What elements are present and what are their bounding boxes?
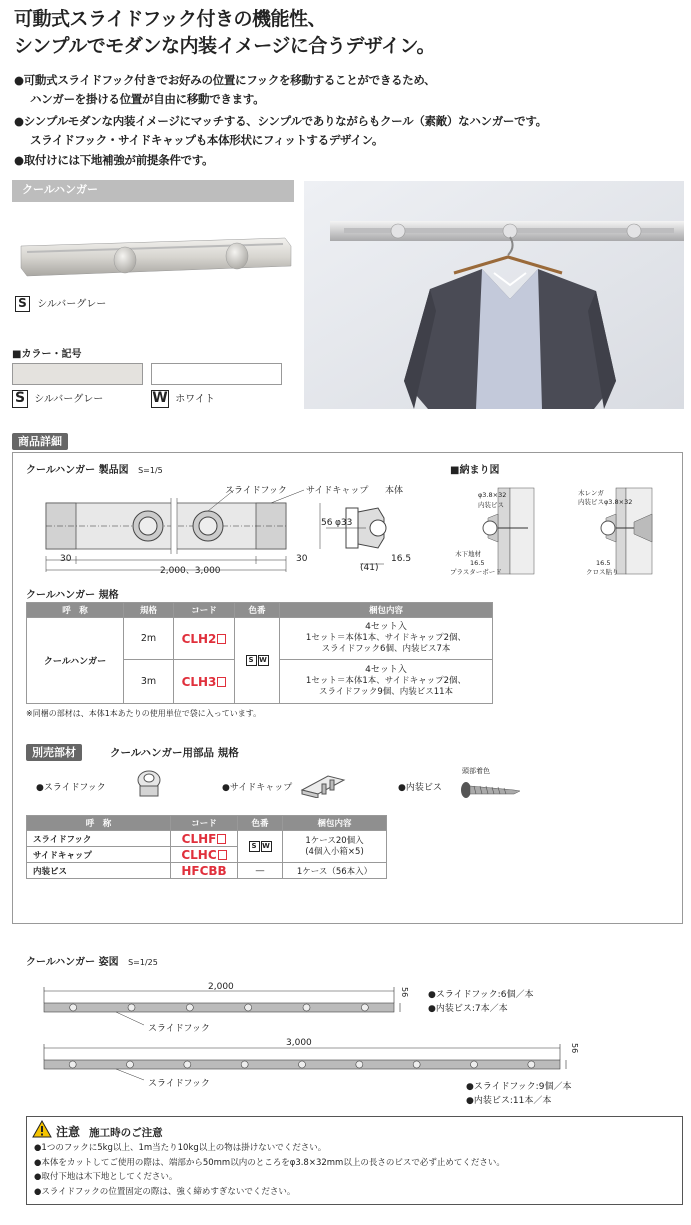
spec-h-size: 規格 — [124, 603, 174, 618]
parts-code-cap-cell — [171, 847, 238, 863]
parts-table — [26, 815, 387, 879]
screw-note: 頭部着色 — [462, 767, 490, 775]
lbl-screw2: 内装ビスφ3.8×32 — [578, 498, 633, 506]
spec-pack-2m — [280, 618, 493, 660]
slide-hook-mark — [299, 1061, 306, 1068]
product-color-name: シルバーグレー — [37, 299, 107, 310]
slide-hook-mark — [528, 1061, 535, 1068]
spec-code-2m-cell — [174, 618, 235, 660]
spec-color-cell — [235, 618, 280, 704]
spec-h-name: 呼 称 — [27, 603, 124, 618]
parts-h-code: コード — [171, 816, 238, 831]
product-title: クールハンガー — [22, 183, 99, 196]
parts-title: クールハンガー用部品 規格 — [110, 747, 239, 759]
parts-color-screw: ― — [238, 863, 283, 879]
parts-code-hook-cell — [171, 831, 238, 847]
colors-heading: ■カラー・記号 — [12, 349, 82, 360]
mini-s: S — [249, 841, 260, 852]
swatch-silver — [12, 363, 143, 385]
parts-pack-cell — [283, 831, 387, 863]
pack-3m-1: 4セット入 — [365, 665, 407, 675]
slide-hook-mark — [69, 1061, 76, 1068]
slide-hook-mark — [303, 1004, 310, 1011]
lbl-56: 56 — [321, 518, 333, 528]
product-color-code: S — [15, 296, 30, 312]
lbl-screw1: φ3.8×32 — [478, 491, 507, 499]
lbl-cloth: クロス貼り — [586, 568, 619, 576]
pack-3m-3: スライドフック9個、内装ビス11本 — [318, 687, 454, 697]
product-photo — [304, 181, 684, 409]
spec-note: ※同梱の部材は、本体1本あたりの使用単位で袋に入っています。 — [26, 709, 262, 718]
install-title: ■納まり図 — [450, 465, 500, 476]
feature-2b: スライドフック・サイドキャップも本体形状にフィットするデザイン。 — [30, 133, 384, 147]
lbl-d30b: 30 — [296, 554, 308, 564]
caution-item-4: ●スライドフックの位置固定の際は、強く締めすぎないでください。 — [34, 1186, 296, 1197]
lbl-165: 16.5 — [391, 554, 412, 564]
elev-title-text: クールハンガー 姿図 — [26, 957, 119, 968]
spec-size-2m: 2m — [124, 618, 174, 660]
caution-list — [34, 1141, 505, 1199]
parts-color-cell — [238, 831, 283, 863]
spec-title: クールハンガー 規格 — [26, 590, 119, 601]
pack-2m-1: 4セット入 — [365, 622, 407, 632]
bar-3000-note1: ●スライドフック:9個／本 — [466, 1082, 572, 1092]
bar-3000-note2: ●内装ビス:11本／本 — [466, 1096, 552, 1106]
bar-2000-note2: ●内装ビス:7本／本 — [428, 1004, 508, 1014]
slide-hook-mark — [186, 1004, 193, 1011]
caution-subtitle: 施工時のご注意 — [89, 1127, 163, 1139]
spec-h-pack: 梱包内容 — [280, 603, 493, 618]
parts-code-hook: CLHF — [181, 831, 217, 846]
lbl-33: φ33 — [335, 518, 353, 528]
parts-code-screw: HFCBB — [181, 863, 227, 878]
lbl-body: 本体 — [385, 486, 404, 496]
parts-h-pack: 梱包内容 — [283, 816, 387, 831]
lbl-wood: 木レンガ — [578, 489, 604, 497]
caution-item-1: ●1つのフックに5kg以上、1m当たり10kg以上の物は掛けないでください。 — [34, 1143, 327, 1153]
feature-1b: ハンガーを掛ける位置が自由に移動できます。 — [30, 92, 265, 106]
feature-3: ●取付けには下地補強が前提条件です。 — [14, 153, 214, 167]
parts-code-cap: CLHC — [181, 847, 217, 862]
parts-pack-b: (4個入小箱×5) — [305, 846, 364, 857]
parts-name-hook: スライドフック — [27, 831, 171, 847]
slide-hook-mark — [356, 1061, 363, 1068]
details-tag: 商品詳細 — [12, 433, 68, 450]
code-checkbox — [218, 850, 227, 860]
slide-hook-mark — [128, 1004, 135, 1011]
lbl-slide-hook: スライドフック — [225, 486, 287, 496]
drawing-title — [26, 461, 163, 476]
slide-hook-mark — [471, 1061, 478, 1068]
bar-2000-length: 2,000 — [208, 982, 234, 992]
spec-name: クールハンガー — [27, 618, 124, 704]
spec-code-3m: CLH3 — [181, 674, 217, 689]
slide-hook-mark — [413, 1061, 420, 1068]
spec-size-3m: 3m — [124, 660, 174, 704]
bar-2000-note1: ●スライドフック:6個／本 — [428, 990, 534, 1000]
lbl-plaster: プラスターボード — [450, 568, 502, 576]
warning-icon — [32, 1120, 52, 1138]
slide-hook-mark — [127, 1061, 134, 1068]
caution-item-3: ●取付下地は木下地としてください。 — [34, 1172, 178, 1182]
heading-line-1: 可動式スライドフック付きの機能性、 — [14, 8, 327, 30]
slide-hook-mark — [70, 1004, 77, 1011]
side-cap-icon — [298, 770, 348, 798]
lbl-d165a: 16.5 — [470, 559, 485, 567]
hanger-render — [15, 232, 295, 282]
caution-title — [56, 1121, 163, 1140]
color-w-name: ホワイト — [175, 394, 215, 405]
drawing-title-text: クールハンガー 製品図 — [26, 465, 129, 476]
code-checkbox — [217, 834, 226, 844]
slide-hook-icon — [134, 768, 164, 800]
lbl-length: 2,000、3,000 — [160, 566, 221, 576]
parts-tag: 別売部材 — [26, 744, 82, 761]
mini-s: S — [246, 655, 257, 666]
color-w-code: W — [152, 390, 168, 406]
color-s-name: シルバーグレー — [34, 394, 104, 405]
parts-row-hook — [27, 831, 387, 847]
code-checkbox — [217, 677, 226, 687]
slide-hook-mark — [245, 1004, 252, 1011]
swatch-white — [151, 363, 282, 385]
part-icon-screw-label: ●内装ビス — [398, 783, 442, 793]
spec-code-3m-cell — [174, 660, 235, 704]
parts-name-screw: 内装ビス — [27, 863, 171, 879]
page-heading — [14, 6, 435, 60]
bar-2000-height: 56 — [400, 987, 409, 998]
mini-w: W — [262, 842, 270, 850]
mini-w: W — [259, 656, 267, 664]
part-icon-hook-label: ●スライドフック — [36, 783, 106, 793]
spec-code-2m: CLH2 — [181, 631, 217, 646]
pack-2m-3: スライドフック6個、内装ビス7本 — [321, 644, 451, 654]
parts-h-color: 色番 — [238, 816, 283, 831]
drawing-scale: S=1/5 — [138, 466, 163, 475]
elev-title — [26, 953, 158, 968]
slide-hook-mark — [184, 1061, 191, 1068]
code-checkbox — [217, 634, 226, 644]
parts-code-screw-cell — [171, 863, 238, 879]
caution-item-2: ●本体をカットしてご使用の際は、端部から50mm以内のところをφ3.8×32mm以上の長さのビスで必ず止めてください。 — [34, 1157, 505, 1168]
caution-title-text: 注意 — [56, 1125, 81, 1139]
pack-3m-2: 1セット＝本体1本、サイドキャップ2個、 — [305, 676, 467, 686]
parts-pack-screw: 1ケース（56本入） — [283, 863, 387, 879]
elev-scale: S=1/25 — [128, 958, 158, 967]
parts-pack-a: 1ケース20個入 — [305, 835, 364, 846]
spec-h-code: コード — [174, 603, 235, 618]
color-s-label — [12, 390, 103, 408]
feature-1: ●可動式スライドフック付きでお好みの位置にフックを移動することができるため、 — [14, 73, 436, 87]
bar-3000-height: 56 — [570, 1043, 579, 1054]
spec-row-2m — [27, 618, 493, 660]
spec-h-color: 色番 — [235, 603, 280, 618]
product-title-bar — [12, 180, 294, 202]
color-w-label — [151, 390, 215, 408]
lbl-screw1b: 内装ビス — [478, 501, 504, 509]
slide-hook-mark — [361, 1004, 368, 1011]
pack-2m-2: 1セット＝本体1本、サイドキャップ2個、 — [305, 633, 467, 643]
bar-2000-hook-label: スライドフック — [148, 1024, 210, 1034]
spec-pack-3m — [280, 660, 493, 704]
lbl-base1: 木下地材 — [455, 550, 481, 558]
screw-icon — [456, 776, 522, 800]
lbl-side-cap: サイドキャップ — [306, 486, 369, 496]
lbl-41: (41) — [360, 563, 379, 573]
parts-h-name: 呼 称 — [27, 816, 171, 831]
parts-row-screw — [27, 863, 387, 879]
bar-3000-hook-label: スライドフック — [148, 1079, 210, 1089]
spec-table — [26, 602, 493, 704]
color-s-code: S — [12, 390, 28, 408]
product-color-label — [15, 295, 106, 312]
parts-name-cap: サイドキャップ — [27, 847, 171, 863]
feature-2: ●シンプルモダンな内装イメージにマッチする、シンプルでありながらもクール（素敵）なハンガーです。 — [14, 114, 547, 128]
bar-3000-length: 3,000 — [286, 1038, 312, 1048]
lbl-d30a: 30 — [60, 554, 72, 564]
slide-hook-mark — [241, 1061, 248, 1068]
heading-line-2: シンプルでモダンな内装イメージに合うデザイン。 — [14, 35, 436, 57]
lbl-d165b: 16.5 — [596, 559, 611, 567]
part-icon-cap-label: ●サイドキャップ — [222, 783, 293, 793]
